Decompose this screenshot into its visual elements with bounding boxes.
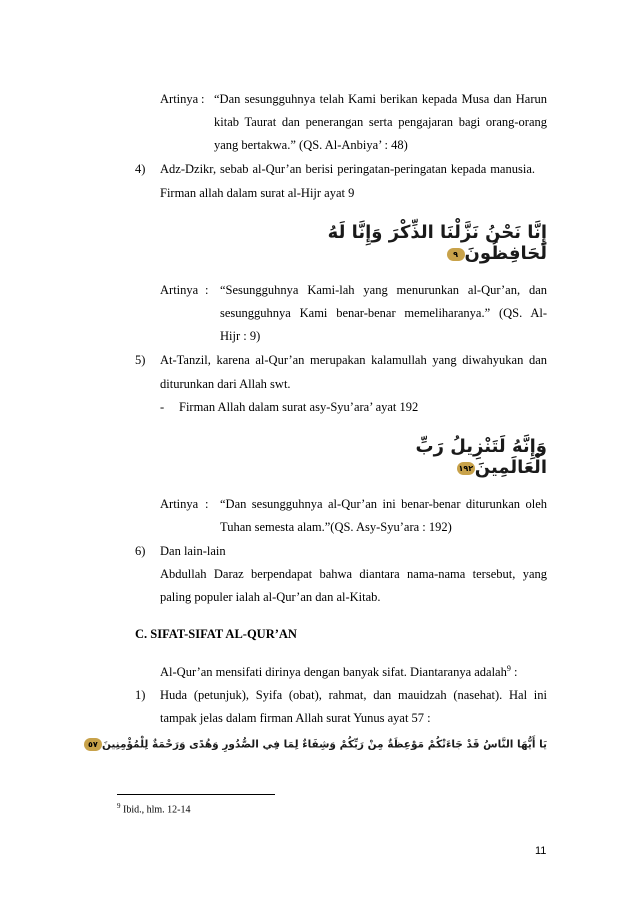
section-intro-end: : [510,665,518,680]
footnote-divider [117,794,275,795]
translation-text: Hijr : 9) [220,329,261,343]
section-heading: C. SIFAT-SIFAT AL-QUR’AN [135,627,297,641]
translation-colon: : [201,92,205,106]
verse-number-icon: ١٩٢ [458,463,474,473]
arabic-verse-text: يَا أَيُّهَا النَّاسُ قَدْ جَاءَتْكُمْ مَوْعِظَةٌ مِنْ رَبِّكُمْ وَشِفَاءٌ لِمَا فِي الصُّدُورِ وَهُدًى وَرَحْمَةٌ لِلْمُؤْمِنِينَ [101,738,547,751]
list-item-text: Adz-Dzikr, sebab al-Qur’an berisi peringatan-peringatan kepada manusia. [160,162,535,176]
section-intro [160,664,517,680]
arabic-verse [88,738,547,751]
bullet-text: Firman Allah dalam surat asy-Syu’ara’ ayat 192 [179,400,419,414]
list-number: 4) [135,162,146,176]
list-number: 5) [135,353,146,367]
verse-number-icon: ٥٧ [84,738,102,751]
verse-number-icon: ٩ [447,248,465,261]
translation-text: kitab Taurat dan penerangan serta pengajaran bagi orang-orang [214,115,547,129]
translation-label: Artinya [160,497,199,511]
translation-colon: : [205,283,209,297]
page-number: 11 [535,845,547,857]
translation-label: Artinya [160,92,199,106]
footnote [117,802,191,815]
arabic-verse-text: وَإِنَّهُ لَتَنْزِيلُ رَبِّ الْعَالَمِينَ [415,436,547,478]
arabic-verse [340,436,547,478]
translation-colon: : [205,497,209,511]
list-item-text: Huda (petunjuk), Syifa (obat), rahmat, dan mauidzah (nasehat). Hal ini [160,688,547,702]
list-item-text: diturunkan dari Allah swt. [160,377,291,391]
list-item-text: tampak jelas dalam firman Allah surat Yunus ayat 57 : [160,711,431,725]
list-item-text: Abdullah Daraz berpendapat bahwa diantara nama-nama tersebut, yang [160,567,547,581]
arabic-verse-text: إِنَّا نَحْنُ نَزَّلْنَا الذِّكْرَ وَإِنَّا لَهُ لَحَافِظُونَ [327,222,547,264]
translation-text: yang bertakwa.” (QS. Al-Anbiya’ : 48) [214,138,408,152]
footnote-number: 9 [117,802,121,810]
translation-label: Artinya [160,283,199,297]
section-intro-text: Al-Qur’an mensifati dirinya dengan banyak sifat. Diantaranya adalah [160,665,507,680]
arabic-verse [292,222,547,264]
footnote-text: Ibid., hlm. 12-14 [123,804,191,816]
translation-text: “Dan sesungguhnya telah Kami berikan kepada Musa dan Harun [214,92,547,106]
list-number: 1) [135,688,146,702]
translation-text: Tuhan semesta alam.”(QS. Asy-Syu’ara : 192) [220,520,452,534]
bullet-dash: - [160,400,165,414]
list-number: 6) [135,544,146,558]
list-item-text: Firman allah dalam surat al-Hijr ayat 9 [160,186,355,200]
translation-text: “Dan sesungguhnya al-Qur’an ini benar-benar diturunkan oleh [220,497,547,511]
list-item-text: Dan lain-lain [160,544,226,558]
list-item-text: paling populer ialah al-Qur’an dan al-Kitab. [160,590,381,604]
translation-text: sesungguhnya Kami benar-benar memeliharanya.” (QS. Al- [220,306,547,320]
translation-text: “Sesungguhnya Kami-lah yang menurunkan al-Qur’an, dan [220,283,547,297]
list-item-text: At-Tanzil, karena al-Qur’an merupakan kalamullah yang diwahyukan dan [160,353,547,367]
footnote-ref: 9 [506,664,511,673]
